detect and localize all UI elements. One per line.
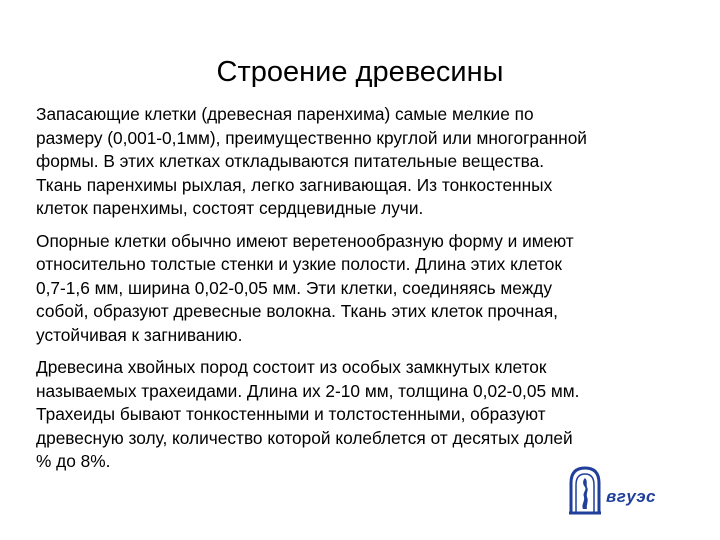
logo-text: вгуэс [606,487,656,506]
paragraph-storage-cells: Запасающие клетки (древесная паренхима) самые мелкие по размеру (0,001-0,1мм), преимущественно круглой или многогранной формы. В этих клетках откладываются питательные вещества. Ткань паренхимы рыхлая, легко загнивающая. Из тонкостенных клеток паренхимы, состоят сердцевидные лучи. [36,104,587,218]
paragraph-support-cells: Опорные клетки обычно имеют веретенообразную форму и имеют относительно толстые стенки и узкие полости. Длина этих клеток 0,7-1,6 мм, ширина 0,02-0,05 мм. Эти клетки, соединяясь между собой, образуют древесные волокна. Ткань этих клеток прочная, устойчивая к загниванию. [36,230,574,345]
university-logo [568,465,692,517]
slide-body [36,103,686,483]
paragraph-conifer-wood: Древесина хвойных пород состоит из особых замкнутых клеток называемых трахеидами. Длина их 2-10 мм, толщина 0,02-0,05 мм. Трахеиды бывают тонкостенными и толстостенными, образуют древесную золу, количество которой колеблется от десятых долей % до 8%. [36,357,580,471]
arch-emblem-icon [568,465,602,515]
slide-title: Строение древесины [216,56,504,88]
